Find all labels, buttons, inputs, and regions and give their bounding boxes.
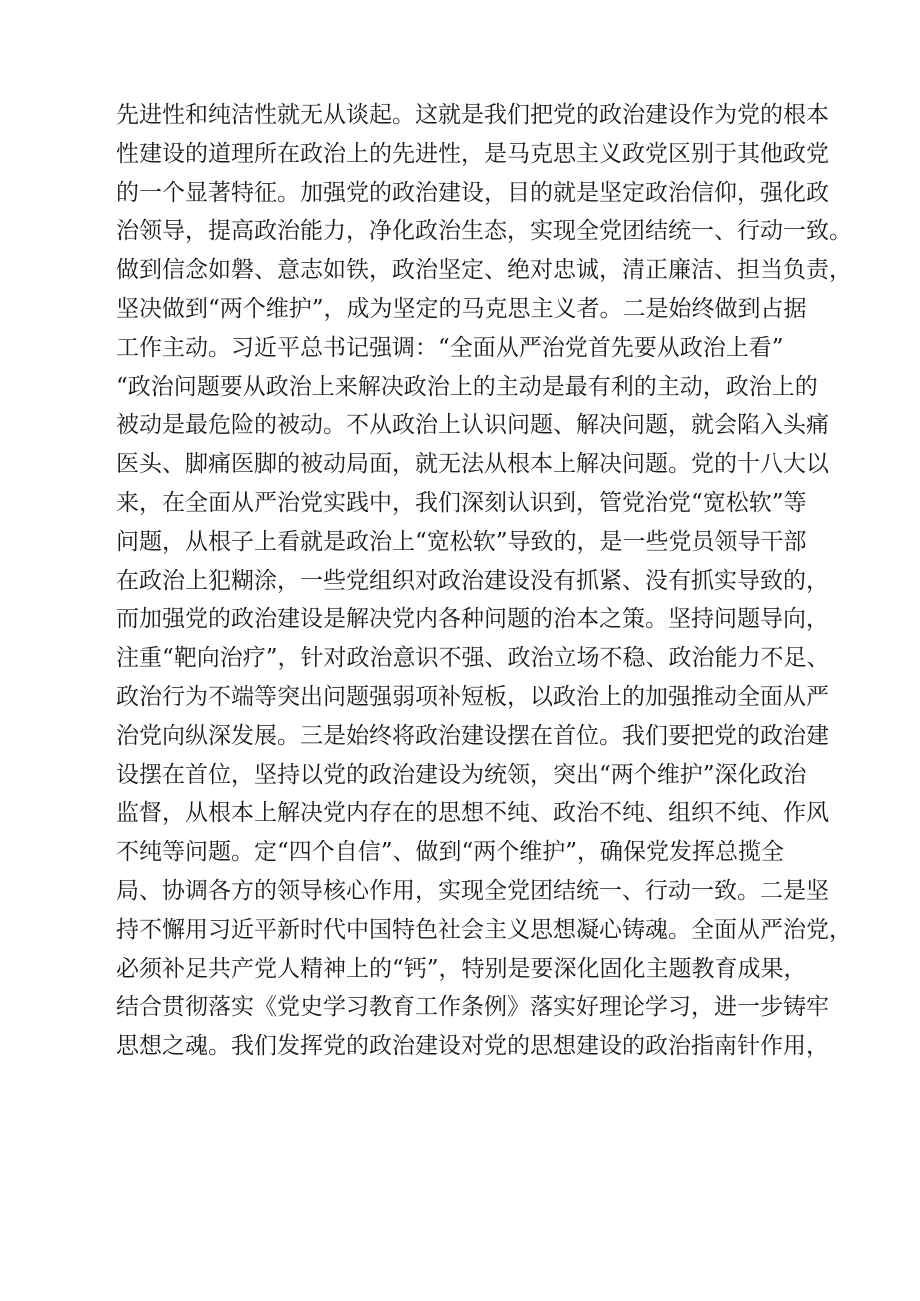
text-line: 性建设的道理所在政治上的先进性，是马克思主义政党区别于其他政党 [116, 140, 829, 167]
text-line: 工作主动。习近平总书记强调：“全面从严治党首先要从政治上看” [116, 334, 784, 361]
text-line: 的一个显著特征。加强党的政治建设，目的就是坚定政治信仰，强化政 [116, 179, 829, 206]
text-line: 局、协调各方的领导核心作用，实现全党团结统一、行动一致。二是坚 [116, 877, 829, 904]
text-line: 治领导，提高政治能力，净化政治生态，实现全党团结统一、行动一致。 [116, 218, 852, 245]
text-line: 被动是最危险的被动。不从政治上认识问题、解决问题，就会陷入头痛 [116, 412, 829, 439]
text-line: 医头、脚痛医脚的被动局面，就无法从根本上解决问题。党的十八大以 [116, 451, 829, 478]
text-line: 注重“靶向治疗”，针对政治意识不强、政治立场不稳、政治能力不足、 [116, 645, 830, 672]
text-line: 必须补足共产党人精神上的“钙”，特别是要深化固化主题教育成果， [116, 955, 807, 982]
text-line: 持不懈用习近平新时代中国特色社会主义思想凝心铸魂。全面从严治党， [116, 916, 852, 943]
body-paragraph [116, 96, 916, 1066]
text-line: 在政治上犯糊涂，一些党组织对政治建设没有抓紧、没有抓实导致的， [116, 567, 829, 594]
text-line: 做到信念如磐、意志如铁，政治坚定、绝对忠诚，清正廉洁、担当负责， [116, 257, 852, 284]
text-line: “政治问题要从政治上来解决政治上的主动是最有利的主动，政治上的 [116, 373, 818, 400]
text-line: 问题，从根子上看就是政治上“宽松软”导致的，是一些党员领导干部 [116, 528, 807, 555]
text-line: 坚决做到“两个维护”，成为坚定的马克思主义者。二是始终做到占据 [116, 295, 807, 322]
text-line: 而加强党的政治建设是解决党内各种问题的治本之策。坚持问题导向， [116, 606, 829, 633]
text-line: 政治行为不端等突出问题强弱项补短板，以政治上的加强推动全面从严 [116, 683, 829, 710]
text-line: 思想之魂。我们发挥党的政治建设对党的思想建设的政治指南针作用， [116, 1033, 829, 1060]
text-line: 结合贯彻落实《党史学习教育工作条例》落实好理论学习，进一步铸牢 [116, 994, 829, 1021]
text-line: 设摆在首位，坚持以党的政治建设为统领，突出“两个维护”深化政治 [116, 761, 807, 788]
text-line: 先进性和纯洁性就无从谈起。这就是我们把党的政治建设作为党的根本 [116, 102, 829, 128]
text-line: 不纯等问题。定“四个自信”、做到“两个维护”，确保党发挥总揽全 [116, 839, 785, 866]
text-line: 监督，从根本上解决党内存在的思想不纯、政治不纯、组织不纯、作风 [116, 800, 829, 827]
text-line: 治党向纵深发展。三是始终将政治建设摆在首位。我们要把党的政治建 [116, 722, 829, 749]
text-line: 来，在全面从严治党实践中，我们深刻认识到，管党治党“宽松软”等 [116, 489, 807, 516]
